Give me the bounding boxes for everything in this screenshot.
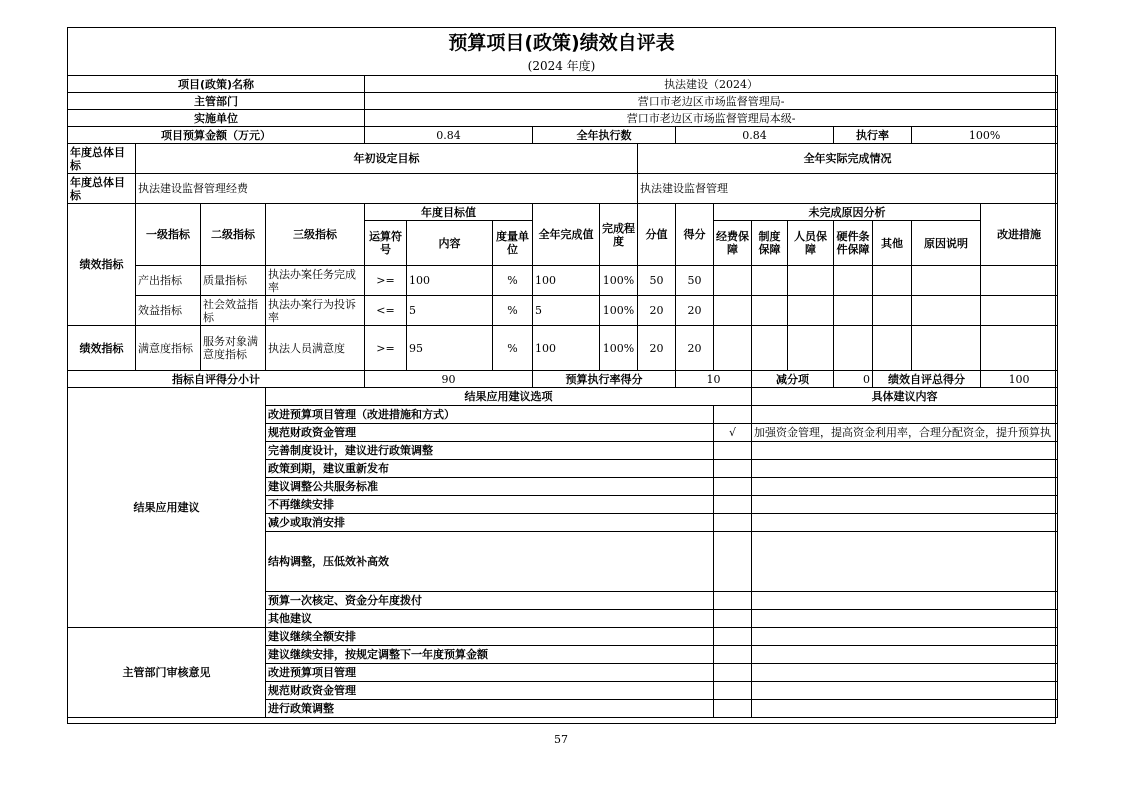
- total-value: 100: [981, 371, 1058, 388]
- suggestion-mark: [714, 496, 752, 514]
- indicator-score: 20: [638, 326, 676, 371]
- budget-label: 项目预算金额（万元）: [68, 127, 365, 144]
- suggestion-mark: [714, 532, 752, 592]
- header-score: 分值: [638, 204, 676, 266]
- indicator-row: [68, 266, 1058, 296]
- header-level3: 三级指标: [266, 204, 365, 266]
- suggestion-section-label: 结果应用建议: [68, 388, 266, 628]
- indicator-unit: %: [493, 266, 533, 296]
- goal-label: 年度总体目标: [68, 144, 136, 174]
- indicator-content: 95: [407, 326, 493, 371]
- row-dept: [68, 93, 1058, 110]
- indicator-unit: %: [493, 326, 533, 371]
- subtotal-value: 90: [365, 371, 533, 388]
- indicator-degree: 100%: [600, 266, 638, 296]
- header-content: 内容: [407, 221, 493, 266]
- header-level1: 一级指标: [136, 204, 201, 266]
- deduct-label: 减分项: [752, 371, 834, 388]
- suggestion-detail: [752, 460, 1058, 478]
- review-row: [68, 628, 1058, 646]
- suggestion-label: 改进预算项目管理（改进措施和方式）: [266, 406, 714, 424]
- suggestion-label: 其他建议: [266, 610, 714, 628]
- indicator-score: 20: [638, 296, 676, 326]
- project-name-label: 项目(政策)名称: [68, 76, 365, 93]
- suggestion-mark: √: [714, 424, 752, 442]
- dept-label: 主管部门: [68, 93, 365, 110]
- goal-initial-header: 年初设定目标: [136, 144, 638, 174]
- row-unit: [68, 110, 1058, 127]
- indicator-content: 100: [407, 266, 493, 296]
- suggestion-detail: [752, 514, 1058, 532]
- header-target-group: 年度目标值: [365, 204, 533, 221]
- suggestion-mark: [714, 592, 752, 610]
- header-reason-other: 其他: [873, 221, 912, 266]
- header-unit: 度量单位: [493, 221, 533, 266]
- indicator-l1: 效益指标: [136, 296, 201, 326]
- suggestion-detail-header: 具体建议内容: [752, 388, 1058, 406]
- goal-actual-header: 全年实际完成情况: [638, 144, 1058, 174]
- indicator-l1: 产出指标: [136, 266, 201, 296]
- budget-rate-value: 10: [676, 371, 752, 388]
- indicator-operator: >=: [365, 326, 407, 371]
- header-operator: 运算符号: [365, 221, 407, 266]
- suggestion-mark: [714, 442, 752, 460]
- review-item: 建议继续安排，按规定调整下一年度预算金额: [266, 646, 714, 664]
- indicator-got: 50: [676, 266, 714, 296]
- indicator-l3: 执法办案任务完成率: [266, 266, 365, 296]
- indicator-unit: %: [493, 296, 533, 326]
- indicator-l3: 执法人员满意度: [266, 326, 365, 371]
- form-subtitle: (2024 年度): [527, 59, 596, 73]
- suggestion-detail: [752, 406, 1058, 424]
- row-goal-values: [68, 174, 1058, 204]
- budget-value: 0.84: [365, 127, 533, 144]
- row-project-name: [68, 76, 1058, 93]
- indicator-operator: <=: [365, 296, 407, 326]
- indicator-row: [68, 296, 1058, 326]
- indicator-section-label-2: 绩效指标: [68, 326, 136, 371]
- row-indicator-header-1: [68, 204, 1058, 221]
- review-section-label: 主管部门审核意见: [68, 628, 266, 718]
- page-number: 57: [554, 733, 568, 746]
- indicator-got: 20: [676, 326, 714, 371]
- header-improve: 改进措施: [981, 204, 1058, 266]
- unit-value: 营口市老边区市场监督管理局本级-: [365, 110, 1058, 127]
- indicator-score: 50: [638, 266, 676, 296]
- suggestion-detail: [752, 496, 1058, 514]
- indicator-l2: 社会效益指标: [201, 296, 266, 326]
- total-label: 绩效自评总得分: [873, 371, 981, 388]
- indicator-actual: 5: [533, 296, 600, 326]
- indicator-content: 5: [407, 296, 493, 326]
- header-reason-staff: 人员保障: [788, 221, 834, 266]
- indicator-degree: 100%: [600, 296, 638, 326]
- evaluation-table: [67, 75, 1058, 718]
- review-item: 进行政策调整: [266, 700, 714, 718]
- header-reason-note: 原因说明: [912, 221, 981, 266]
- project-name-value: 执法建设（2024）: [365, 76, 1058, 93]
- suggestion-mark: [714, 478, 752, 496]
- suggestion-label: 不再继续安排: [266, 496, 714, 514]
- form-title: 预算项目(政策)绩效自评表: [448, 32, 675, 54]
- suggestion-label: 政策到期，建议重新发布: [266, 460, 714, 478]
- rate-value: 100%: [912, 127, 1058, 144]
- dept-value: 营口市老边区市场监督管理局-: [365, 93, 1058, 110]
- unit-label: 实施单位: [68, 110, 365, 127]
- header-reason-funding: 经费保障: [714, 221, 752, 266]
- header-reason-system: 制度保障: [752, 221, 788, 266]
- indicator-operator: >=: [365, 266, 407, 296]
- suggestion-label: 规范财政资金管理: [266, 424, 714, 442]
- deduct-value: 0: [834, 371, 873, 388]
- exec-label: 全年执行数: [533, 127, 676, 144]
- goal-initial-value: 执法建设监督管理经费: [136, 174, 638, 204]
- row-goal-header: [68, 144, 1058, 174]
- suggestion-detail: [752, 478, 1058, 496]
- suggestion-label: 结构调整，压低效补高效: [266, 532, 714, 592]
- rate-label: 执行率: [834, 127, 912, 144]
- indicator-l2: 服务对象满意度指标: [201, 326, 266, 371]
- suggestion-detail: [752, 592, 1058, 610]
- row-summary: [68, 371, 1058, 388]
- header-actual: 全年完成值: [533, 204, 600, 266]
- indicator-l3: 执法办案行为投诉率: [266, 296, 365, 326]
- goal-actual-value: 执法建设监督管理: [638, 174, 1058, 204]
- budget-rate-label: 预算执行率得分: [533, 371, 676, 388]
- indicator-actual: 100: [533, 326, 600, 371]
- indicator-row: [68, 326, 1058, 371]
- row-suggestion-header: [68, 388, 1058, 406]
- suggestion-detail: [752, 610, 1058, 628]
- indicator-section-label: 绩效指标: [68, 204, 136, 326]
- suggestion-label: 完善制度设计，建议进行政策调整: [266, 442, 714, 460]
- indicator-l2: 质量指标: [201, 266, 266, 296]
- exec-value: 0.84: [676, 127, 834, 144]
- indicator-actual: 100: [533, 266, 600, 296]
- row-budget: [68, 127, 1058, 144]
- header-got: 得分: [676, 204, 714, 266]
- header-reason-group: 未完成原因分析: [714, 204, 981, 221]
- goal-label-2: 年度总体目标: [68, 174, 136, 204]
- suggestion-detail: 加强资金管理，提高资金利用率，合理分配资金，提升预算执: [752, 424, 1058, 442]
- suggestion-label: 建议调整公共服务标准: [266, 478, 714, 496]
- indicator-got: 20: [676, 296, 714, 326]
- header-reason-hardware: 硬件条件保障: [834, 221, 873, 266]
- suggestion-detail: [752, 532, 1058, 592]
- suggestion-mark: [714, 610, 752, 628]
- subtotal-label: 指标自评得分小计: [68, 371, 365, 388]
- header-degree: 完成程度: [600, 204, 638, 266]
- suggestion-options-header: 结果应用建议选项: [266, 388, 752, 406]
- suggestion-mark: [714, 460, 752, 478]
- review-item: 规范财政资金管理: [266, 682, 714, 700]
- indicator-degree: 100%: [600, 326, 638, 371]
- review-item: 改进预算项目管理: [266, 664, 714, 682]
- suggestion-mark: [714, 406, 752, 424]
- suggestion-mark: [714, 514, 752, 532]
- suggestion-detail: [752, 442, 1058, 460]
- suggestion-label: 减少或取消安排: [266, 514, 714, 532]
- suggestion-label: 预算一次核定、资金分年度拨付: [266, 592, 714, 610]
- header-level2: 二级指标: [201, 204, 266, 266]
- review-item: 建议继续全额安排: [266, 628, 714, 646]
- indicator-l1: 满意度指标: [136, 326, 201, 371]
- evaluation-form: [67, 27, 1056, 724]
